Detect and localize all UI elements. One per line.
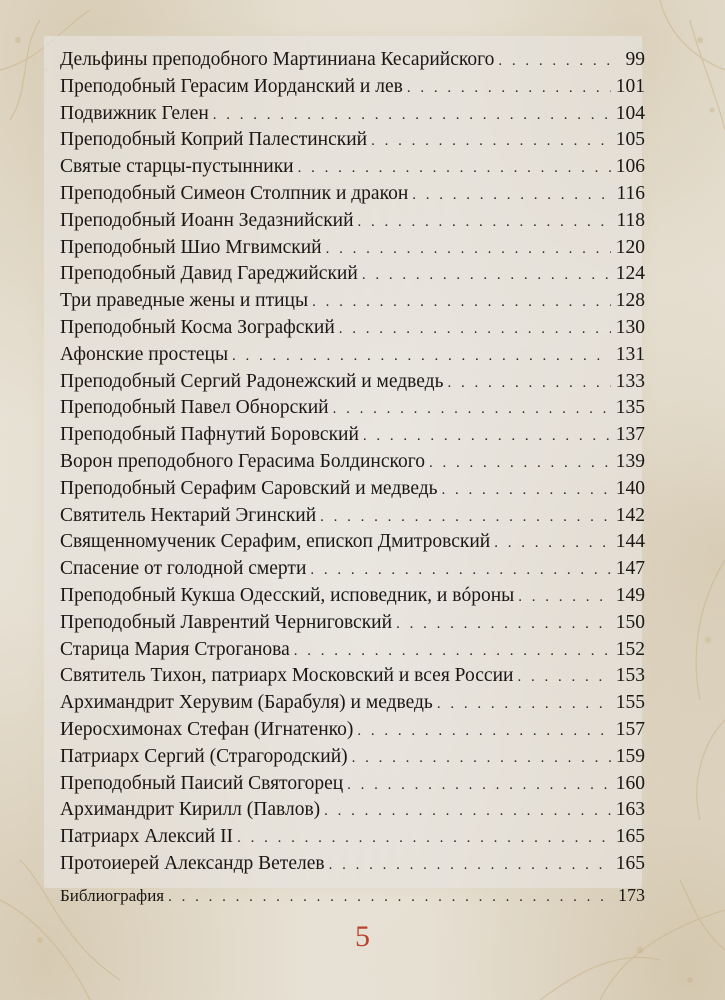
toc-entry-title: Дельфины преподобного Мартиниана Кесарийского	[60, 49, 495, 70]
toc-entry-page: 165	[615, 852, 645, 874]
toc-entry	[60, 208, 645, 235]
dot-leader	[320, 504, 611, 531]
toc-entry	[60, 261, 645, 288]
dot-leader	[362, 262, 611, 289]
toc-entry	[60, 610, 645, 637]
toc-entry	[60, 797, 645, 824]
dot-leader	[326, 236, 611, 263]
toc-entry-page: 133	[615, 370, 645, 392]
toc-entry	[60, 690, 645, 717]
toc-entry	[60, 422, 645, 449]
toc-entry	[60, 315, 645, 342]
toc-entry-page: 131	[615, 343, 645, 365]
toc-entry-title: Преподобный Герасим Иорданский и лев	[60, 75, 403, 97]
toc-entry-title: Преподобный Косма Зографский	[60, 316, 335, 338]
toc-entry-title: Преподобный Шио Мгвимский	[60, 236, 322, 258]
toc-entry-title: Преподобный Паисий Святогорец	[60, 772, 344, 794]
dot-leader	[396, 611, 611, 638]
toc-entry-page: 135	[615, 397, 645, 419]
dot-leader	[498, 48, 611, 75]
toc-entry-title: Патриарх Сергий (Страгородский)	[60, 745, 348, 767]
dot-leader	[412, 182, 611, 209]
toc-entry-page: 155	[615, 692, 645, 714]
toc-entry	[60, 476, 645, 503]
dot-leader	[339, 316, 611, 343]
toc-entry	[60, 663, 645, 690]
toc-entry-title: Преподобный Пафнутий Боровский	[60, 424, 359, 446]
table-of-contents	[60, 47, 645, 909]
toc-entry-page: 147	[615, 558, 645, 580]
toc-entry-page: 106	[615, 156, 645, 178]
dot-leader	[329, 852, 611, 879]
toc-entry-title: Преподобный Серафим Саровский и медведь	[60, 477, 438, 499]
toc-entry	[60, 181, 645, 208]
dot-leader	[213, 102, 611, 129]
dot-leader	[357, 718, 611, 745]
toc-entry	[60, 154, 645, 181]
toc-entry-page: 118	[616, 209, 645, 231]
toc-entry-page: 124	[615, 263, 645, 285]
toc-entry	[60, 529, 645, 556]
toc-entry-title: Библиография	[60, 885, 165, 905]
dot-leader	[232, 343, 611, 370]
toc-entry-title: Архимандрит Кирилл (Павлов)	[60, 799, 321, 821]
toc-entry-page: 105	[615, 129, 645, 151]
toc-entry-page: 104	[615, 102, 645, 124]
toc-entry-title: Преподобный Коприй Палестинский	[60, 129, 368, 151]
toc-entry	[60, 342, 645, 369]
toc-entry-title: Преподобный Сергий Радонежский и медведь	[60, 370, 444, 392]
toc-entry-page: 99	[625, 49, 645, 70]
toc-entry-page: 157	[615, 718, 645, 740]
toc-entry	[60, 717, 645, 744]
toc-entry-page: 163	[615, 799, 645, 821]
toc-entry-title: Патриарх Алексий II	[60, 826, 234, 848]
dot-leader	[298, 155, 611, 182]
dot-leader	[237, 825, 611, 852]
toc-entry-title: Святитель Тихон, патриарх Московский и всея России	[60, 665, 514, 687]
toc-entry-title: Преподобный Лаврентий Черниговский	[60, 611, 393, 633]
toc-entry-title: Преподобный Кукша Одесский, исповедник, и вóроны	[60, 584, 515, 606]
toc-entry-page: 128	[615, 290, 645, 312]
dot-leader	[312, 289, 611, 316]
toc-entry	[60, 449, 645, 476]
toc-entry-title: Три праведные жены и птицы	[60, 290, 309, 312]
toc-entry-title: Преподобный Симеон Столпник и дракон	[60, 182, 409, 204]
toc-entry-page: 139	[615, 450, 645, 472]
toc-entry-title: Иеросхимонах Стефан (Игнатенко)	[60, 718, 354, 740]
dot-leader	[429, 450, 611, 477]
toc-entry-title: Святитель Нектарий Эгинский	[60, 504, 317, 526]
dot-leader	[517, 664, 611, 691]
toc-entry	[60, 235, 645, 262]
toc-entry-page: 150	[615, 611, 645, 633]
toc-entry	[60, 637, 645, 664]
toc-entry	[60, 47, 645, 74]
dot-leader	[447, 370, 611, 397]
toc-entry-page: 149	[615, 584, 645, 606]
toc-entry	[60, 851, 645, 878]
page-number: 5	[355, 920, 370, 953]
toc-entry-page: 120	[615, 236, 645, 258]
toc-entry-title: Старица Мария Строганова	[60, 638, 290, 660]
dot-leader	[333, 396, 611, 423]
dot-leader	[347, 772, 611, 799]
toc-entry-title: Афонские простецы	[60, 343, 229, 365]
toc-entry	[60, 744, 645, 771]
toc-entry	[60, 583, 645, 610]
dot-leader	[442, 477, 611, 504]
toc-entry	[60, 101, 645, 128]
toc-entry-title: Преподобный Давид Гареджийский	[60, 263, 358, 285]
toc-entry-page: 165	[615, 826, 645, 848]
toc-entry-page: 153	[615, 665, 645, 687]
toc-entry	[60, 824, 645, 851]
toc-entry-title: Архимандрит Херувим (Барабуля) и медведь	[60, 692, 433, 714]
toc-entry-page: 116	[616, 182, 645, 204]
toc-entry-page: 140	[615, 477, 645, 499]
toc-entry-page: 142	[615, 504, 645, 526]
toc-entry	[60, 74, 645, 101]
toc-entry-title: Священномученик Серафим, епископ Дмитровский	[60, 531, 491, 553]
dot-leader	[363, 423, 611, 450]
toc-entry-title: Подвижник Гелен	[60, 102, 209, 124]
toc-entry-bibliography	[60, 882, 645, 909]
toc-entry-page: 160	[615, 772, 645, 794]
dot-leader	[494, 530, 611, 557]
dot-leader	[518, 584, 611, 611]
toc-entry	[60, 556, 645, 583]
toc-entry-title: Преподобный Иоанн Зедазнийский	[60, 209, 354, 231]
toc-entry	[60, 369, 645, 396]
toc-entry-page: 144	[615, 531, 645, 553]
toc-entry-page: 173	[618, 884, 645, 905]
toc-entry-title: Ворон преподобного Герасима Болдинского	[60, 450, 425, 472]
toc-entry-title: Святые старцы-пустынники	[60, 156, 294, 178]
toc-entry	[60, 288, 645, 315]
toc-entry-title: Спасение от голодной смерти	[60, 558, 307, 580]
toc-entry-page: 152	[615, 638, 645, 660]
toc-entry	[60, 771, 645, 798]
dot-leader	[310, 557, 611, 584]
dot-leader	[358, 209, 611, 236]
toc-entry-page: 137	[615, 424, 645, 446]
toc-entry	[60, 503, 645, 530]
dot-leader	[352, 745, 611, 772]
toc-entry-title: Протоиерей Александр Ветелев	[60, 852, 325, 874]
dot-leader	[168, 884, 611, 911]
toc-entry-title: Преподобный Павел Обнорский	[60, 397, 329, 419]
dot-leader	[371, 128, 611, 155]
dot-leader	[437, 691, 611, 718]
toc-entry-page: 101	[615, 75, 645, 97]
toc-entry	[60, 127, 645, 154]
toc-entry-page: 130	[615, 316, 645, 338]
dot-leader	[324, 798, 611, 825]
dot-leader	[294, 638, 611, 665]
toc-entry-page: 159	[615, 745, 645, 767]
toc-entry	[60, 395, 645, 422]
dot-leader	[407, 75, 611, 102]
